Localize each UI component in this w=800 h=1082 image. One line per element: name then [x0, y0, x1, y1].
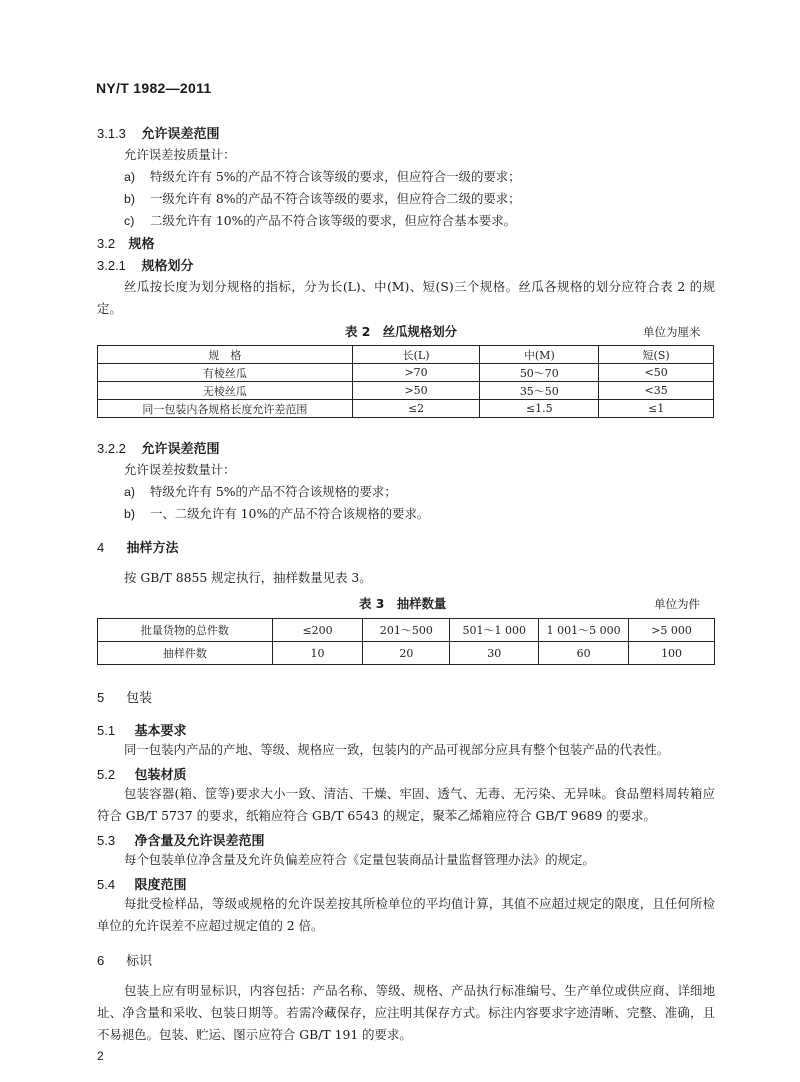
heading-title: 标识 [126, 954, 153, 969]
table-header-cell: 短(S) [599, 346, 714, 364]
net-content-paragraph: 每个包装单位净含量及允许负偏差应符合《定量包装商品计量监督管理办法》的规定。 [124, 852, 595, 867]
table-cell: 无棱丝瓜 [98, 382, 353, 400]
page-number: 2 [97, 1049, 104, 1063]
list-marker: b) [124, 507, 136, 521]
list-marker: a) [124, 485, 136, 499]
packaging-material-paragraph: 包装容器(箱、筐等)要求大小一致、清洁、干燥、牢固、透气、无毒、无污染、无异味。食品塑料周转箱应符合 GB/T 5737 的要求，纸箱应符合 GB/T 6543 的规定，聚苯乙烯箱应符合 GB/T 9689 的要求。 [97, 786, 715, 823]
table-cell: ≤1.5 [480, 400, 599, 418]
heading-title: 基本要求 [134, 724, 187, 739]
heading-5-1 [97, 720, 187, 739]
heading-title: 规格 [128, 237, 155, 252]
table-cell: >50 [352, 382, 480, 400]
heading-number: 5.1 [97, 723, 116, 738]
heading-number: 6 [97, 953, 105, 968]
heading-5-3 [97, 830, 265, 849]
heading-number: 3.2.2 [97, 441, 126, 456]
heading-number: 5.3 [97, 833, 116, 848]
list-marker: c) [124, 214, 135, 228]
table2 [97, 345, 714, 418]
table3 [97, 618, 715, 665]
list-text: 特级允许有 5%的产品不符合该规格的要求； [150, 484, 397, 499]
table-cell: 1 001～5 000 [539, 619, 629, 642]
heading-3-2 [97, 233, 155, 252]
table-cell: 20 [363, 642, 450, 665]
heading-5 [97, 687, 152, 706]
tolerance-intro: 允许误差按质量计： [124, 147, 236, 162]
heading-3-2-1 [97, 255, 194, 274]
heading-number: 5 [97, 690, 105, 705]
table-cell: 501～1 000 [450, 619, 539, 642]
sampling-paragraph: 按 GB/T 8855 规定执行，抽样数量见表 3。 [124, 570, 372, 585]
table3-caption: 表 3 抽样数量 [359, 596, 447, 611]
list-item [124, 482, 397, 500]
list-text: 二级允许有 10%的产品不符合该等级的要求，但应符合基本要求。 [150, 213, 517, 228]
heading-3-1-3 [97, 123, 220, 142]
list-text: 特级允许有 5%的产品不符合该等级的要求，但应符合一级的要求； [150, 169, 521, 184]
heading-title: 允许误差范围 [141, 127, 220, 142]
table-header-cell: 长(L) [352, 346, 480, 364]
table-header-row [98, 346, 714, 364]
list-item [124, 504, 429, 522]
heading-title: 允许误差范围 [141, 442, 220, 457]
list-marker: a) [124, 170, 136, 184]
table-row [98, 619, 715, 642]
table-header-cell: 中(M) [480, 346, 599, 364]
table-cell: 60 [539, 642, 629, 665]
tolerance-intro: 允许误差按数量计： [124, 462, 236, 477]
heading-title: 抽样方法 [126, 541, 179, 556]
table-cell: 有棱丝瓜 [98, 364, 353, 382]
table-cell: >70 [352, 364, 480, 382]
list-text: 一、二级允许有 10%的产品不符合该规格的要求。 [150, 506, 430, 521]
basic-requirement-paragraph: 同一包装内产品的产地、等级、规格应一致，包装内的产品可视部分应具有整个包装产品的代表性。 [124, 742, 670, 757]
table-header-cell: 规 格 [98, 346, 353, 364]
table-cell: 10 [272, 642, 363, 665]
table-cell: <50 [599, 364, 714, 382]
list-item [124, 167, 521, 185]
table-cell: 同一包装内各规格长度允许差范围 [98, 400, 353, 418]
table-cell: <35 [599, 382, 714, 400]
list-item [124, 211, 516, 229]
table-cell: 201～500 [363, 619, 450, 642]
heading-number: 3.2 [97, 236, 116, 251]
heading-title: 净含量及允许误差范围 [134, 834, 265, 849]
table-row [98, 382, 714, 400]
list-item [124, 189, 521, 207]
spec-paragraph: 丝瓜按长度为划分规格的指标，分为长(L)、中(M)、短(S)三个规格。丝瓜各规格的划分应符合表 2 的规定。 [97, 279, 715, 316]
labeling-paragraph: 包装上应有明显标识，内容包括：产品名称、等级、规格、产品执行标准编号、生产单位或供应商、详细地址、净含量和采收、包装日期等。若需冷藏保存，应注明其保存方式。标注内容要求字迹清晰、完整、准确，且不易褪色。包装、贮运、图示应符合 GB/T 191 的要求。 [97, 983, 715, 1042]
list-text: 一级允许有 8%的产品不符合该等级的要求，但应符合二级的要求； [150, 191, 521, 206]
table-cell: ≤2 [352, 400, 480, 418]
table-row [98, 642, 715, 665]
table-row [98, 364, 714, 382]
table-cell: 35～50 [480, 382, 599, 400]
list-marker: b) [124, 192, 136, 206]
heading-5-4 [97, 874, 187, 893]
heading-title: 包装 [126, 691, 153, 706]
limit-range-paragraph: 每批受检样品，等级或规格的允许误差按其所检单位的平均值计算，其值不应超过规定的限度，且任何所检单位的允许误差不应超过规定值的 2 倍。 [97, 896, 715, 933]
heading-number: 5.4 [97, 877, 116, 892]
heading-6 [97, 950, 152, 969]
table-cell: ≤200 [272, 619, 363, 642]
table2-unit: 单位为厘米 [643, 325, 701, 339]
table-cell: 50～70 [480, 364, 599, 382]
table3-unit: 单位为件 [654, 597, 700, 611]
heading-number: 5.2 [97, 767, 116, 782]
standard-code: NY/T 1982—2011 [96, 80, 212, 96]
heading-number: 4 [97, 540, 105, 555]
heading-4 [97, 537, 179, 556]
heading-3-2-2 [97, 438, 220, 457]
table-row [98, 400, 714, 418]
table-cell: 30 [450, 642, 539, 665]
table-cell: >5 000 [629, 619, 715, 642]
heading-number: 3.1.3 [97, 126, 126, 141]
heading-title: 限度范围 [134, 878, 187, 893]
table-cell: 抽样件数 [98, 642, 273, 665]
table2-caption: 表 2 丝瓜规格划分 [345, 324, 458, 339]
table-cell: 100 [629, 642, 715, 665]
heading-number: 3.2.1 [97, 258, 126, 273]
heading-title: 规格划分 [141, 259, 194, 274]
table-cell: ≤1 [599, 400, 714, 418]
heading-title: 包装材质 [134, 768, 187, 783]
table-cell: 批量货物的总件数 [98, 619, 273, 642]
heading-5-2 [97, 764, 187, 783]
